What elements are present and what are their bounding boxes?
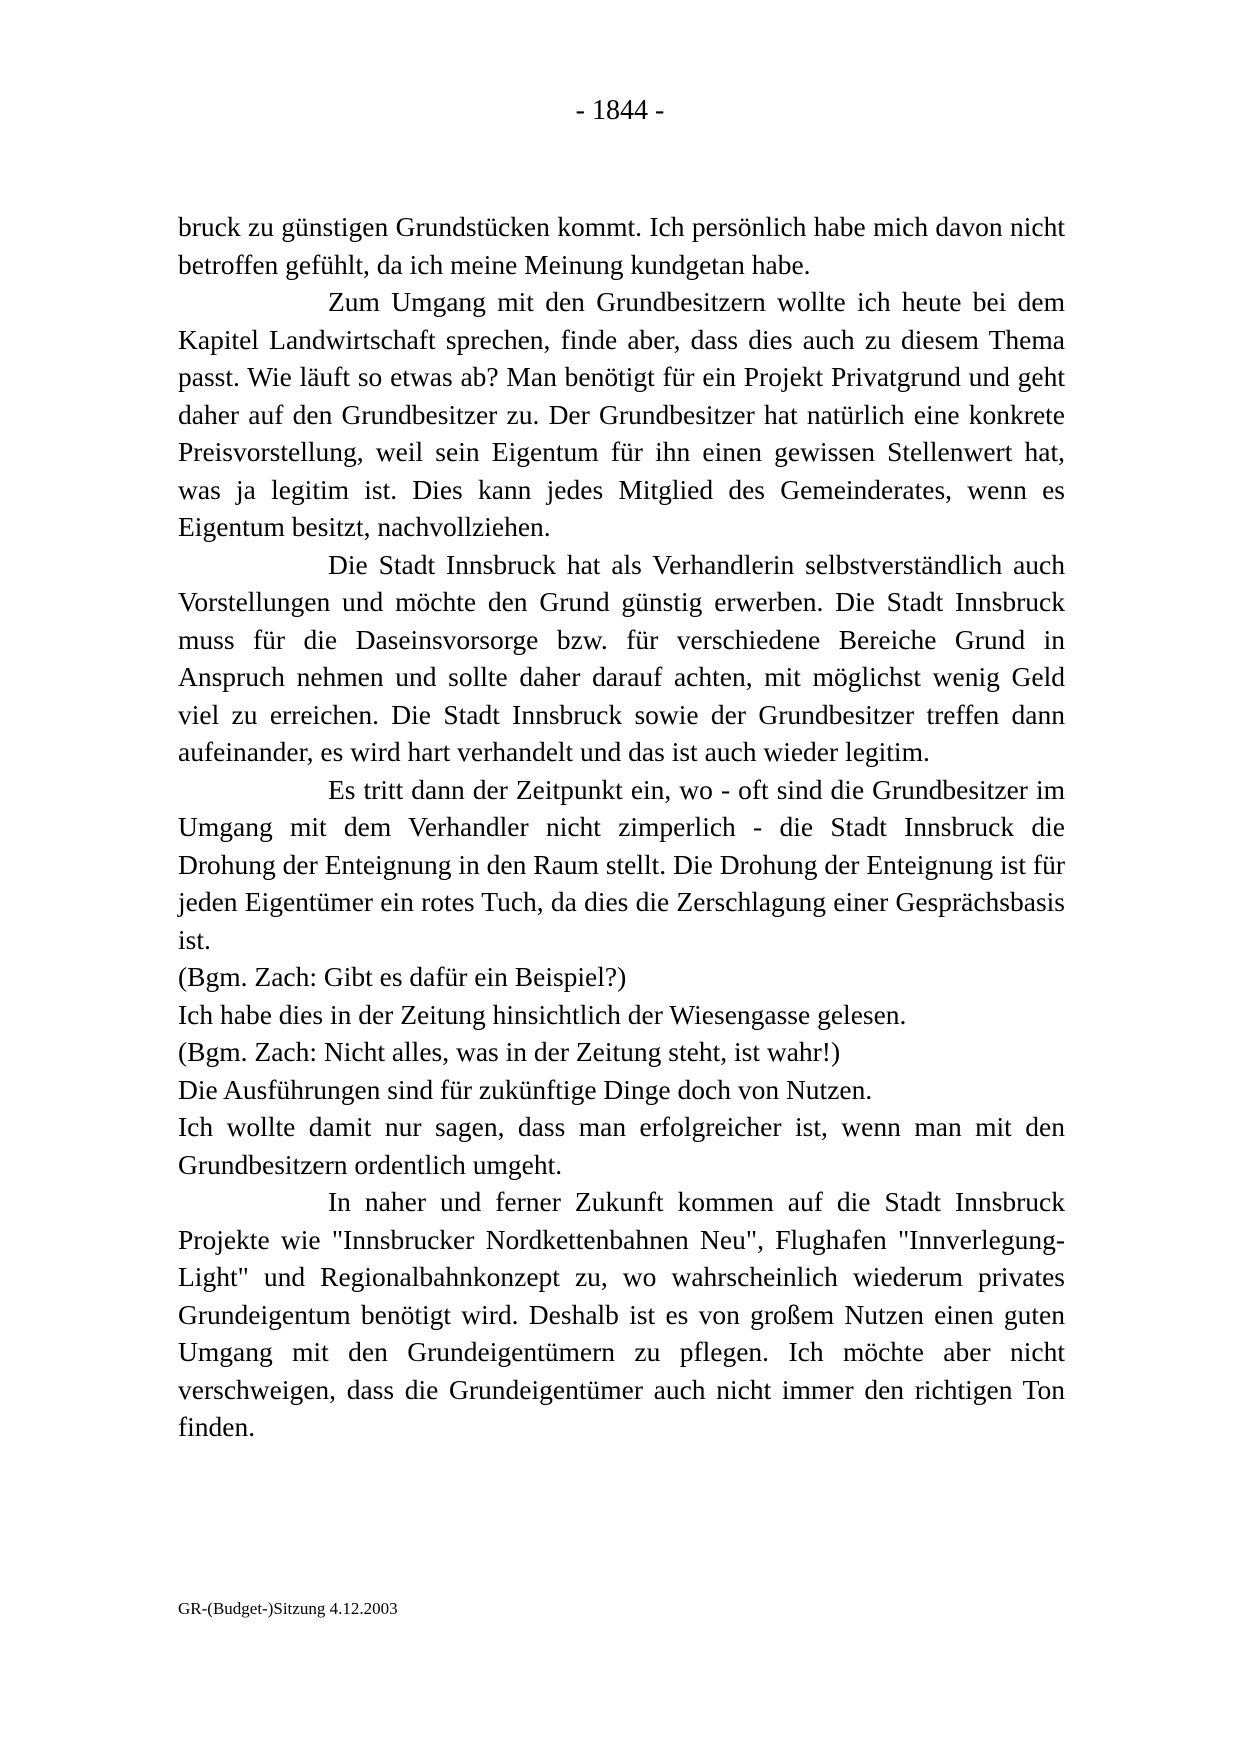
paragraph-conclusion: Ich wollte damit nur sagen, dass man erfolgreicher ist, wenn man mit den Grundbesitzern ordentlich umgeht. [178,1111,1065,1180]
footer-session: GR-(Budget-)Sitzung 4.12.2003 [178,1599,398,1618]
document-body [178,208,1065,1446]
paragraph-city-negotiation: Die Stadt Innsbruck hat als Verhandlerin selbstverständlich auch Vorstellungen und möchte den Grund günstig erwerben. Die Stadt Innsbruck muss für die Daseinsvorsorge bzw. für verschiedene Bereiche Grund in Anspruch nehmen und sollte daher darauf achten, mit möglichst wenig Geld viel zu erreichen. Die Stadt Innsbruck sowie der Grundbesitzer treffen dann aufeinander, es wird hart verhandelt und das ist auch wieder legitim. [178,548,1065,767]
reply-future: Die Ausführungen sind für zukünftige Dinge doch von Nutzen. [178,1073,873,1105]
reply-newspaper: Ich habe dies in der Zeitung hinsichtlich der Wiesengasse gelesen. [178,998,907,1030]
interjection-example: (Bgm. Zach: Gibt es dafür ein Beispiel?) [178,961,627,992]
paragraph-continuation: bruck zu günstigen Grundstücken kommt. Ich persönlich habe mich davon nicht betroffen gefühlt, da ich meine Meinung kundgetan habe. [178,211,1065,280]
paragraph-expropriation: Es tritt dann der Zeitpunkt ein, wo - oft sind die Grundbesitzer im Umgang mit dem Verhandler nicht zimperlich - die Stadt Innsbruck die Drohung der Enteignung in den Raum stellt. Die Drohung der Enteignung ist für jeden Eigentümer ein rotes Tuch, da dies die Zerschlagung einer Gesprächsbasis ist. [178,773,1065,955]
page-number: - 1844 - [575,95,665,126]
paragraph-landowners: Zum Umgang mit den Grundbesitzern wollte ich heute bei dem Kapitel Landwirtschaft sprechen, finde aber, dass dies auch zu diesem Thema passt. Wie läuft so etwas ab? Man benötigt für ein Projekt Privatgrund und geht daher auf den Grundbesitzer zu. Der Grundbesitzer hat natürlich eine konkrete Preisvorstellung, weil sein Eigentum für ihn einen gewissen Stellenwert hat, was ja legitim ist. Dies kann jedes Mitglied des Gemeinderates, wenn es Eigentum besitzt, nachvollziehen. [178,286,1065,542]
paragraph-future-projects: In naher und ferner Zukunft kommen auf die Stadt Innsbruck Projekte wie "Innsbrucker Nordkettenbahnen Neu", Flughafen "Innverlegung-Light" und Regionalbahnkonzept zu, wo wahrscheinlich wiederum privates Grundeigentum benötigt wird. Deshalb ist es von großem Nutzen einen guten Umgang mit den Grundeigentümern zu pflegen. Ich möchte aber nicht verschweigen, dass die Grundeigentümer auch nicht immer den richtigen Ton finden. [178,1186,1065,1442]
interjection-newspaper: (Bgm. Zach: Nicht alles, was in der Zeitung steht, ist wahr!) [178,1036,841,1067]
